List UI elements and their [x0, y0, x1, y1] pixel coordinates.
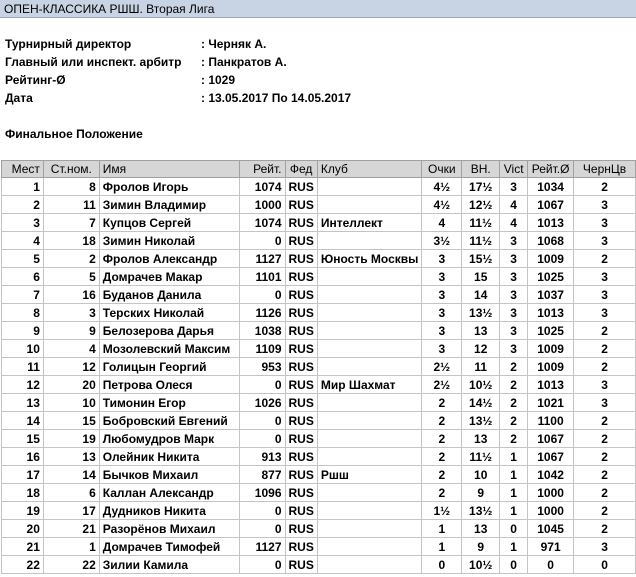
cell-rating: 0 [239, 556, 285, 574]
cell-tiebreak: 12 [462, 340, 500, 358]
cell-tiebreak: 11½ [462, 232, 500, 250]
table-row [2, 538, 636, 556]
cell-points: 2 [422, 412, 462, 430]
cell-place: 8 [2, 304, 44, 322]
cell-start-number: 9 [43, 322, 99, 340]
tournament-info [5, 37, 605, 109]
cell-place: 16 [2, 448, 44, 466]
info-value: : 1029 [201, 73, 236, 87]
cell-points: 2½ [422, 376, 462, 394]
cell-tiebreak: 13½ [462, 412, 500, 430]
cell-points: 3 [422, 340, 462, 358]
cell-points: 1 [422, 520, 462, 538]
cell-place: 5 [2, 250, 44, 268]
cell-start-number: 1 [43, 538, 99, 556]
cell-rating: 1026 [239, 394, 285, 412]
cell-black-games: 2 [574, 484, 636, 502]
cell-avg-rating: 1025 [528, 268, 574, 286]
cell-rating: 1074 [239, 178, 285, 196]
cell-federation: RUS [285, 196, 317, 214]
cell-avg-rating: 1013 [528, 214, 574, 232]
info-label: Турнирный директор [5, 37, 132, 51]
cell-points: 1½ [422, 502, 462, 520]
cell-name: Фролов Александр [99, 250, 239, 268]
cell-victories: 3 [500, 178, 528, 196]
cell-points: 3 [422, 304, 462, 322]
cell-name: Буданов Данила [99, 286, 239, 304]
cell-points: 3 [422, 250, 462, 268]
cell-start-number: 18 [43, 232, 99, 250]
cell-place: 2 [2, 196, 44, 214]
table-body [2, 178, 636, 574]
cell-black-games: 3 [574, 268, 636, 286]
cell-points: 4½ [422, 178, 462, 196]
cell-federation: RUS [285, 538, 317, 556]
cell-tiebreak: 13½ [462, 304, 500, 322]
cell-rating: 1127 [239, 538, 285, 556]
info-label: Рейтинг-Ø [5, 73, 66, 87]
cell-points: 0 [422, 556, 462, 574]
column-header-name: Имя [99, 161, 239, 178]
cell-tiebreak: 9 [462, 484, 500, 502]
cell-avg-rating: 1034 [528, 178, 574, 196]
cell-start-number: 16 [43, 286, 99, 304]
cell-name: Мозолевский Максим [99, 340, 239, 358]
cell-tiebreak: 12½ [462, 196, 500, 214]
cell-black-games: 3 [574, 232, 636, 250]
cell-start-number: 6 [43, 484, 99, 502]
cell-victories: 2 [500, 412, 528, 430]
cell-federation: RUS [285, 520, 317, 538]
table-row [2, 268, 636, 286]
cell-avg-rating: 0 [528, 556, 574, 574]
cell-place: 20 [2, 520, 44, 538]
cell-name: Бобровский Евгений [99, 412, 239, 430]
cell-rating: 0 [239, 520, 285, 538]
cell-place: 17 [2, 466, 44, 484]
cell-avg-rating: 1067 [528, 430, 574, 448]
cell-start-number: 21 [43, 520, 99, 538]
cell-victories: 3 [500, 268, 528, 286]
cell-start-number: 7 [43, 214, 99, 232]
info-row-director [5, 37, 605, 55]
info-label: Дата [5, 91, 33, 105]
cell-points: 2 [422, 448, 462, 466]
table-row [2, 466, 636, 484]
cell-victories: 3 [500, 304, 528, 322]
cell-victories: 1 [500, 448, 528, 466]
table-row [2, 484, 636, 502]
cell-name: Бычков Михаил [99, 466, 239, 484]
cell-name: Дудников Никита [99, 502, 239, 520]
table-row [2, 520, 636, 538]
cell-name: Тимонин Егор [99, 394, 239, 412]
column-header-federation: Фед [285, 161, 317, 178]
cell-federation: RUS [285, 502, 317, 520]
info-row-rating [5, 73, 605, 91]
cell-rating: 1126 [239, 304, 285, 322]
cell-victories: 2 [500, 394, 528, 412]
cell-place: 3 [2, 214, 44, 232]
cell-avg-rating: 1009 [528, 250, 574, 268]
cell-victories: 0 [500, 556, 528, 574]
cell-club [317, 502, 422, 520]
cell-name: Фролов Игорь [99, 178, 239, 196]
cell-place: 13 [2, 394, 44, 412]
cell-tiebreak: 15½ [462, 250, 500, 268]
cell-avg-rating: 1025 [528, 322, 574, 340]
table-row [2, 304, 636, 322]
cell-victories: 4 [500, 214, 528, 232]
table-row [2, 358, 636, 376]
cell-black-games: 3 [574, 304, 636, 322]
cell-points: 3½ [422, 232, 462, 250]
cell-place: 7 [2, 286, 44, 304]
window-title: ОПЕН-КЛАССИКА РШШ. Вторая Лига [4, 2, 215, 16]
info-value: : Панкратов А. [201, 55, 287, 69]
cell-rating: 1038 [239, 322, 285, 340]
cell-black-games: 2 [574, 358, 636, 376]
cell-avg-rating: 1013 [528, 376, 574, 394]
cell-tiebreak: 17½ [462, 178, 500, 196]
cell-rating: 877 [239, 466, 285, 484]
table-header-row [2, 161, 636, 178]
cell-start-number: 8 [43, 178, 99, 196]
cell-club [317, 178, 422, 196]
cell-rating: 1096 [239, 484, 285, 502]
cell-victories: 3 [500, 232, 528, 250]
cell-rating: 1109 [239, 340, 285, 358]
cell-points: 2 [422, 430, 462, 448]
cell-place: 21 [2, 538, 44, 556]
column-header-avg-rating: Рейт.Ø [528, 161, 574, 178]
cell-tiebreak: 13 [462, 322, 500, 340]
cell-federation: RUS [285, 556, 317, 574]
cell-place: 6 [2, 268, 44, 286]
cell-avg-rating: 1021 [528, 394, 574, 412]
cell-black-games: 2 [574, 250, 636, 268]
cell-rating: 0 [239, 286, 285, 304]
cell-black-games: 3 [574, 376, 636, 394]
cell-tiebreak: 10½ [462, 376, 500, 394]
cell-name: Зимин Николай [99, 232, 239, 250]
column-header-club: Клуб [317, 161, 422, 178]
cell-avg-rating: 1009 [528, 358, 574, 376]
cell-club [317, 286, 422, 304]
cell-black-games: 3 [574, 214, 636, 232]
cell-rating: 1000 [239, 196, 285, 214]
cell-club [317, 484, 422, 502]
column-header-rating: Рейт. [239, 161, 285, 178]
cell-federation: RUS [285, 286, 317, 304]
cell-place: 14 [2, 412, 44, 430]
cell-federation: RUS [285, 232, 317, 250]
cell-black-games: 3 [574, 538, 636, 556]
cell-avg-rating: 971 [528, 538, 574, 556]
cell-tiebreak: 11½ [462, 214, 500, 232]
cell-federation: RUS [285, 214, 317, 232]
column-header-tiebreak: ВН. [462, 161, 500, 178]
cell-club: Ршш [317, 466, 422, 484]
cell-start-number: 22 [43, 556, 99, 574]
cell-tiebreak: 11 [462, 358, 500, 376]
cell-avg-rating: 1042 [528, 466, 574, 484]
cell-start-number: 2 [43, 250, 99, 268]
cell-victories: 2 [500, 376, 528, 394]
cell-name: Петрова Олеся [99, 376, 239, 394]
cell-points: 2 [422, 466, 462, 484]
column-header-victories: Vict [500, 161, 528, 178]
cell-victories: 1 [500, 466, 528, 484]
cell-victories: 3 [500, 250, 528, 268]
cell-avg-rating: 1067 [528, 196, 574, 214]
table-row [2, 448, 636, 466]
cell-federation: RUS [285, 340, 317, 358]
cell-federation: RUS [285, 268, 317, 286]
cell-name: Домрачев Макар [99, 268, 239, 286]
cell-tiebreak: 14 [462, 286, 500, 304]
cell-club [317, 232, 422, 250]
cell-name: Олейник Никита [99, 448, 239, 466]
column-header-black-games: ЧернЦв [574, 161, 636, 178]
cell-victories: 3 [500, 286, 528, 304]
cell-federation: RUS [285, 250, 317, 268]
cell-victories: 3 [500, 340, 528, 358]
cell-avg-rating: 1000 [528, 502, 574, 520]
table-row [2, 322, 636, 340]
cell-victories: 4 [500, 196, 528, 214]
cell-black-games: 2 [574, 520, 636, 538]
cell-start-number: 3 [43, 304, 99, 322]
cell-place: 4 [2, 232, 44, 250]
cell-place: 11 [2, 358, 44, 376]
cell-federation: RUS [285, 322, 317, 340]
cell-place: 15 [2, 430, 44, 448]
info-value: : Черняк А. [201, 37, 267, 51]
cell-federation: RUS [285, 484, 317, 502]
cell-rating: 1101 [239, 268, 285, 286]
cell-avg-rating: 1068 [528, 232, 574, 250]
cell-tiebreak: 11½ [462, 448, 500, 466]
cell-points: 3 [422, 268, 462, 286]
cell-tiebreak: 10 [462, 466, 500, 484]
cell-place: 22 [2, 556, 44, 574]
cell-avg-rating: 1037 [528, 286, 574, 304]
cell-federation: RUS [285, 412, 317, 430]
cell-club [317, 304, 422, 322]
cell-name: Зимин Владимир [99, 196, 239, 214]
cell-federation: RUS [285, 178, 317, 196]
table-row [2, 340, 636, 358]
table-row [2, 502, 636, 520]
cell-name: Любомудров Марк [99, 430, 239, 448]
cell-club [317, 394, 422, 412]
cell-rating: 0 [239, 412, 285, 430]
cell-tiebreak: 13 [462, 430, 500, 448]
cell-place: 12 [2, 376, 44, 394]
cell-points: 4½ [422, 196, 462, 214]
table-row [2, 196, 636, 214]
cell-rating: 0 [239, 502, 285, 520]
cell-rating: 953 [239, 358, 285, 376]
window-titlebar [0, 0, 636, 18]
cell-black-games: 2 [574, 412, 636, 430]
cell-rating: 1127 [239, 250, 285, 268]
column-header-start-number: Ст.ном. [43, 161, 99, 178]
cell-start-number: 11 [43, 196, 99, 214]
standings-table [1, 160, 636, 574]
cell-tiebreak: 10½ [462, 556, 500, 574]
cell-black-games: 2 [574, 430, 636, 448]
cell-place: 1 [2, 178, 44, 196]
cell-black-games: 2 [574, 466, 636, 484]
cell-tiebreak: 9 [462, 538, 500, 556]
cell-name: Купцов Сергей [99, 214, 239, 232]
table-row [2, 394, 636, 412]
cell-black-games: 0 [574, 556, 636, 574]
cell-name: Каллан Александр [99, 484, 239, 502]
cell-avg-rating: 1013 [528, 304, 574, 322]
cell-start-number: 5 [43, 268, 99, 286]
cell-rating: 0 [239, 376, 285, 394]
info-label: Главный или инспект. арбитр [5, 55, 182, 69]
cell-federation: RUS [285, 430, 317, 448]
cell-black-games: 2 [574, 448, 636, 466]
cell-start-number: 4 [43, 340, 99, 358]
cell-club [317, 520, 422, 538]
cell-points: 1 [422, 538, 462, 556]
cell-federation: RUS [285, 448, 317, 466]
column-header-points: Очки [422, 161, 462, 178]
cell-club [317, 556, 422, 574]
cell-tiebreak: 15 [462, 268, 500, 286]
cell-federation: RUS [285, 376, 317, 394]
cell-club [317, 268, 422, 286]
cell-start-number: 17 [43, 502, 99, 520]
cell-rating: 1074 [239, 214, 285, 232]
cell-name: Белозерова Дарья [99, 322, 239, 340]
cell-club: Мир Шахмат [317, 376, 422, 394]
cell-start-number: 10 [43, 394, 99, 412]
cell-club [317, 448, 422, 466]
cell-start-number: 15 [43, 412, 99, 430]
cell-black-games: 2 [574, 502, 636, 520]
cell-points: 3 [422, 322, 462, 340]
table-row [2, 286, 636, 304]
table-row [2, 556, 636, 574]
cell-victories: 1 [500, 484, 528, 502]
table-row [2, 250, 636, 268]
cell-points: 2 [422, 394, 462, 412]
table-row [2, 214, 636, 232]
table-row [2, 412, 636, 430]
cell-avg-rating: 1067 [528, 448, 574, 466]
info-row-arbiter [5, 55, 605, 73]
cell-federation: RUS [285, 394, 317, 412]
cell-points: 2½ [422, 358, 462, 376]
cell-place: 18 [2, 484, 44, 502]
cell-club: Интеллект [317, 214, 422, 232]
cell-name: Домрачев Тимофей [99, 538, 239, 556]
cell-start-number: 20 [43, 376, 99, 394]
cell-club [317, 412, 422, 430]
cell-avg-rating: 1000 [528, 484, 574, 502]
table-row [2, 178, 636, 196]
cell-start-number: 12 [43, 358, 99, 376]
cell-avg-rating: 1045 [528, 520, 574, 538]
cell-black-games: 2 [574, 322, 636, 340]
cell-club [317, 430, 422, 448]
cell-black-games: 3 [574, 394, 636, 412]
cell-place: 9 [2, 322, 44, 340]
cell-federation: RUS [285, 466, 317, 484]
cell-rating: 0 [239, 232, 285, 250]
cell-club [317, 358, 422, 376]
cell-name: Зилии Камила [99, 556, 239, 574]
cell-name: Разорёнов Михаил [99, 520, 239, 538]
cell-place: 10 [2, 340, 44, 358]
cell-tiebreak: 13½ [462, 502, 500, 520]
cell-victories: 1 [500, 538, 528, 556]
cell-start-number: 19 [43, 430, 99, 448]
cell-start-number: 13 [43, 448, 99, 466]
cell-points: 3 [422, 286, 462, 304]
cell-club: Юность Москвы [317, 250, 422, 268]
cell-club [317, 538, 422, 556]
table-row [2, 376, 636, 394]
info-value: : 13.05.2017 По 14.05.2017 [201, 91, 352, 105]
cell-name: Голицын Георгий [99, 358, 239, 376]
cell-place: 19 [2, 502, 44, 520]
cell-club [317, 322, 422, 340]
cell-club [317, 340, 422, 358]
cell-rating: 913 [239, 448, 285, 466]
column-header-place: Мест [2, 161, 44, 178]
cell-black-games: 3 [574, 196, 636, 214]
cell-victories: 0 [500, 520, 528, 538]
cell-rating: 0 [239, 430, 285, 448]
cell-black-games: 2 [574, 340, 636, 358]
cell-name: Терских Николай [99, 304, 239, 322]
cell-victories: 2 [500, 358, 528, 376]
cell-federation: RUS [285, 358, 317, 376]
cell-victories: 1 [500, 502, 528, 520]
cell-victories: 3 [500, 322, 528, 340]
cell-victories: 2 [500, 430, 528, 448]
cell-points: 2 [422, 484, 462, 502]
cell-tiebreak: 14½ [462, 394, 500, 412]
info-row-date [5, 91, 605, 109]
table-row [2, 232, 636, 250]
cell-black-games: 3 [574, 286, 636, 304]
table-row [2, 430, 636, 448]
cell-avg-rating: 1100 [528, 412, 574, 430]
cell-federation: RUS [285, 304, 317, 322]
cell-club [317, 196, 422, 214]
section-title: Финальное Положение [5, 127, 143, 141]
cell-points: 4 [422, 214, 462, 232]
cell-avg-rating: 1009 [528, 340, 574, 358]
cell-tiebreak: 13 [462, 520, 500, 538]
cell-black-games: 2 [574, 178, 636, 196]
cell-start-number: 14 [43, 466, 99, 484]
